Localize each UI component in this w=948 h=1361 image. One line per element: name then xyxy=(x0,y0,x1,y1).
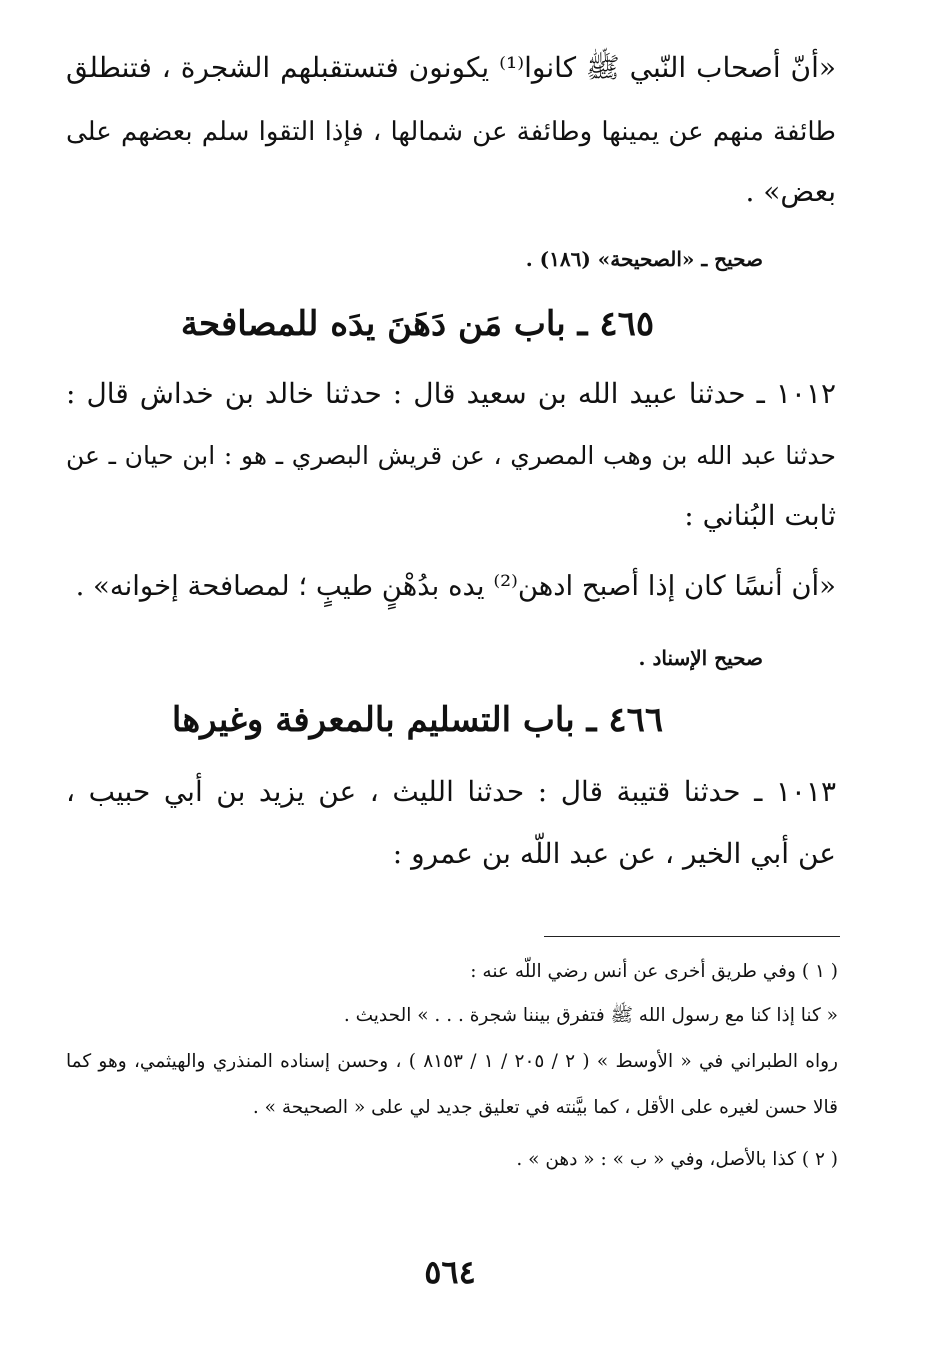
isnad-1013-line-1: ١٠١٣ ـ حدثنا قتيبة قال : حدثنا الليث ، عن يزيد بن أبي حبيب ، xyxy=(66,775,836,808)
quote-line-1: «أنّ أصحاب النّبي ﷺ كانوا⁽¹⁾ يكونون فتستقبلهم الشجرة ، فتنطلق xyxy=(66,51,836,84)
quote-line-2: طائفة منهم عن يمينها وطائفة عن شمالها ، فإذا التقوا سلم بعضهم على xyxy=(66,117,836,147)
matn-1012: «أن أنسًا كان إذا أصبح ادهن⁽²⁾ يده بدُهْنٍ طيبٍ ؛ لمصافحة إخوانه» . xyxy=(75,570,836,602)
isnad-1013-line-2: عن أبي الخير ، عن عبد اللّه بن عمرو : xyxy=(392,837,836,870)
page-number: ٥٦٤ xyxy=(424,1253,476,1291)
quote-line-3: بعض» . xyxy=(745,175,836,208)
footnote-1-line-1: ( ١ ) وفي طريق أخرى عن أنس رضي اللّه عنه : xyxy=(470,961,838,982)
footnote-1-line-3: رواه الطبراني في « الأوسط » ( ٢ / ٢٠٥ / ١ / ٨١٥٣ ) ، وحسن إسناده المنذري والهيثمي، وهو كما xyxy=(66,1051,838,1072)
isnad-1012-line-1: ١٠١٢ ـ حدثنا عبيد الله بن سعيد قال : حدثنا خالد بن خداش قال : xyxy=(66,377,836,410)
footnote-separator xyxy=(544,936,840,937)
isnad-1012-line-2: حدثنا عبد الله بن وهب المصري ، عن قريش البصري ـ هو : ابن حيان ـ عن xyxy=(66,441,836,470)
hadith-grade: صحيح الإسناد . xyxy=(638,646,763,670)
isnad-1012-line-3: ثابت البُناني : xyxy=(684,499,836,532)
footnote-1-line-4: قالا حسن لغيره على الأقل ، كما بيَّنته في تعليق جديد لي على « الصحيحة » . xyxy=(252,1097,838,1118)
chapter-heading-465: ٤٦٥ ـ باب مَن دَهَنَ يدَه للمصافحة xyxy=(180,304,655,344)
hadith-grade: صحيح ـ «الصحيحة» (١٨٦) . xyxy=(525,247,763,271)
chapter-heading-466: ٤٦٦ ـ باب التسليم بالمعرفة وغيرها xyxy=(171,700,664,740)
footnote-1-line-2: « كنا إذا كنا مع رسول الله ﷺ فتفرق بيننا شجرة . . . » الحديث . xyxy=(343,1005,838,1026)
footnote-2: ( ٢ ) كذا بالأصل، وفي « ب » : « دهن » . xyxy=(516,1149,838,1170)
